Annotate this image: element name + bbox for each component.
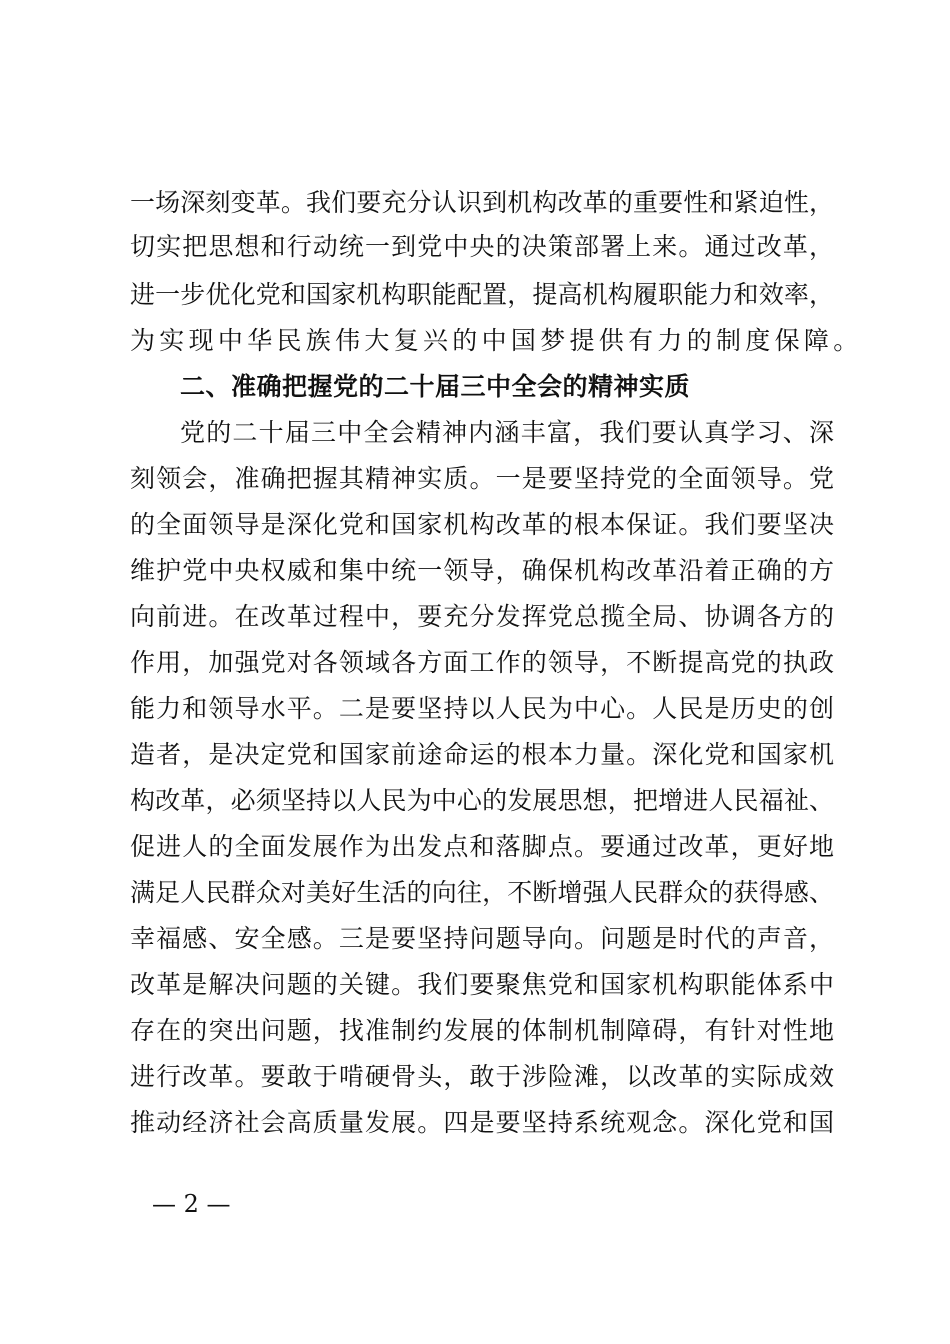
paragraph-1-line-1: 一场深刻变革。我们要充分认识到机构改革的重要性和紧迫性， [130, 188, 834, 217]
paragraph-1-line-2: 切实把思想和行动统一到党中央的决策部署上来。通过改革， [130, 232, 834, 261]
paragraph-2-line-1: 党的二十届三中全会精神内涵丰富，我们要认真学习、深 [180, 418, 834, 447]
paragraph-2-line-16: 推动经济社会高质量发展。四是要坚持系统观念。深化党和国 [130, 1108, 834, 1137]
paragraph-2-line-8: 造者，是决定党和国家前途命运的根本力量。深化党和国家机 [130, 740, 834, 769]
paragraph-2-line-14: 存在的突出问题，找准制约发展的体制机制障碍，有针对性地 [130, 1016, 834, 1045]
paragraph-2-line-6: 作用，加强党对各领域各方面工作的领导，不断提高党的执政 [130, 648, 834, 677]
paragraph-2-line-12: 幸福感、安全感。三是要坚持问题导向。问题是时代的声音， [130, 924, 834, 953]
paragraph-2-line-3: 的全面领导是深化党和国家机构改革的根本保证。我们要坚决 [130, 510, 834, 539]
paragraph-2-line-2: 刻领会，准确把握其精神实质。一是要坚持党的全面领导。党 [130, 464, 834, 493]
paragraph-2-line-10: 促进人的全面发展作为出发点和落脚点。要通过改革，更好地 [130, 832, 834, 861]
paragraph-1-line-3: 进一步优化党和国家机构职能配置，提高机构履职能力和效率， [130, 280, 834, 309]
paragraph-2-line-4: 维护党中央权威和集中统一领导，确保机构改革沿着正确的方 [130, 556, 834, 585]
section-heading: 二、准确把握党的二十届三中全会的精神实质 [180, 372, 691, 401]
paragraph-2-line-11: 满足人民群众对美好生活的向往，不断增强人民群众的获得感、 [130, 878, 834, 907]
paragraph-2-line-5: 向前进。在改革过程中，要充分发挥党总揽全局、协调各方的 [130, 602, 834, 631]
paragraph-2-line-13: 改革是解决问题的关键。我们要聚焦党和国家机构职能体系中 [130, 970, 834, 999]
paragraph-2-line-9: 构改革，必须坚持以人民为中心的发展思想，把增进人民福祉、 [130, 786, 834, 815]
paragraph-1-line-4: 为实现中华民族伟大复兴的中国梦提供有力的制度保障。 [130, 326, 863, 355]
paragraph-2-line-15: 进行改革。要敢于啃硬骨头，敢于涉险滩，以改革的实际成效 [130, 1062, 834, 1091]
paragraph-2-line-7: 能力和领导水平。二是要坚持以人民为中心。人民是历史的创 [130, 694, 834, 723]
page-number: — 2 — [152, 1190, 231, 1218]
